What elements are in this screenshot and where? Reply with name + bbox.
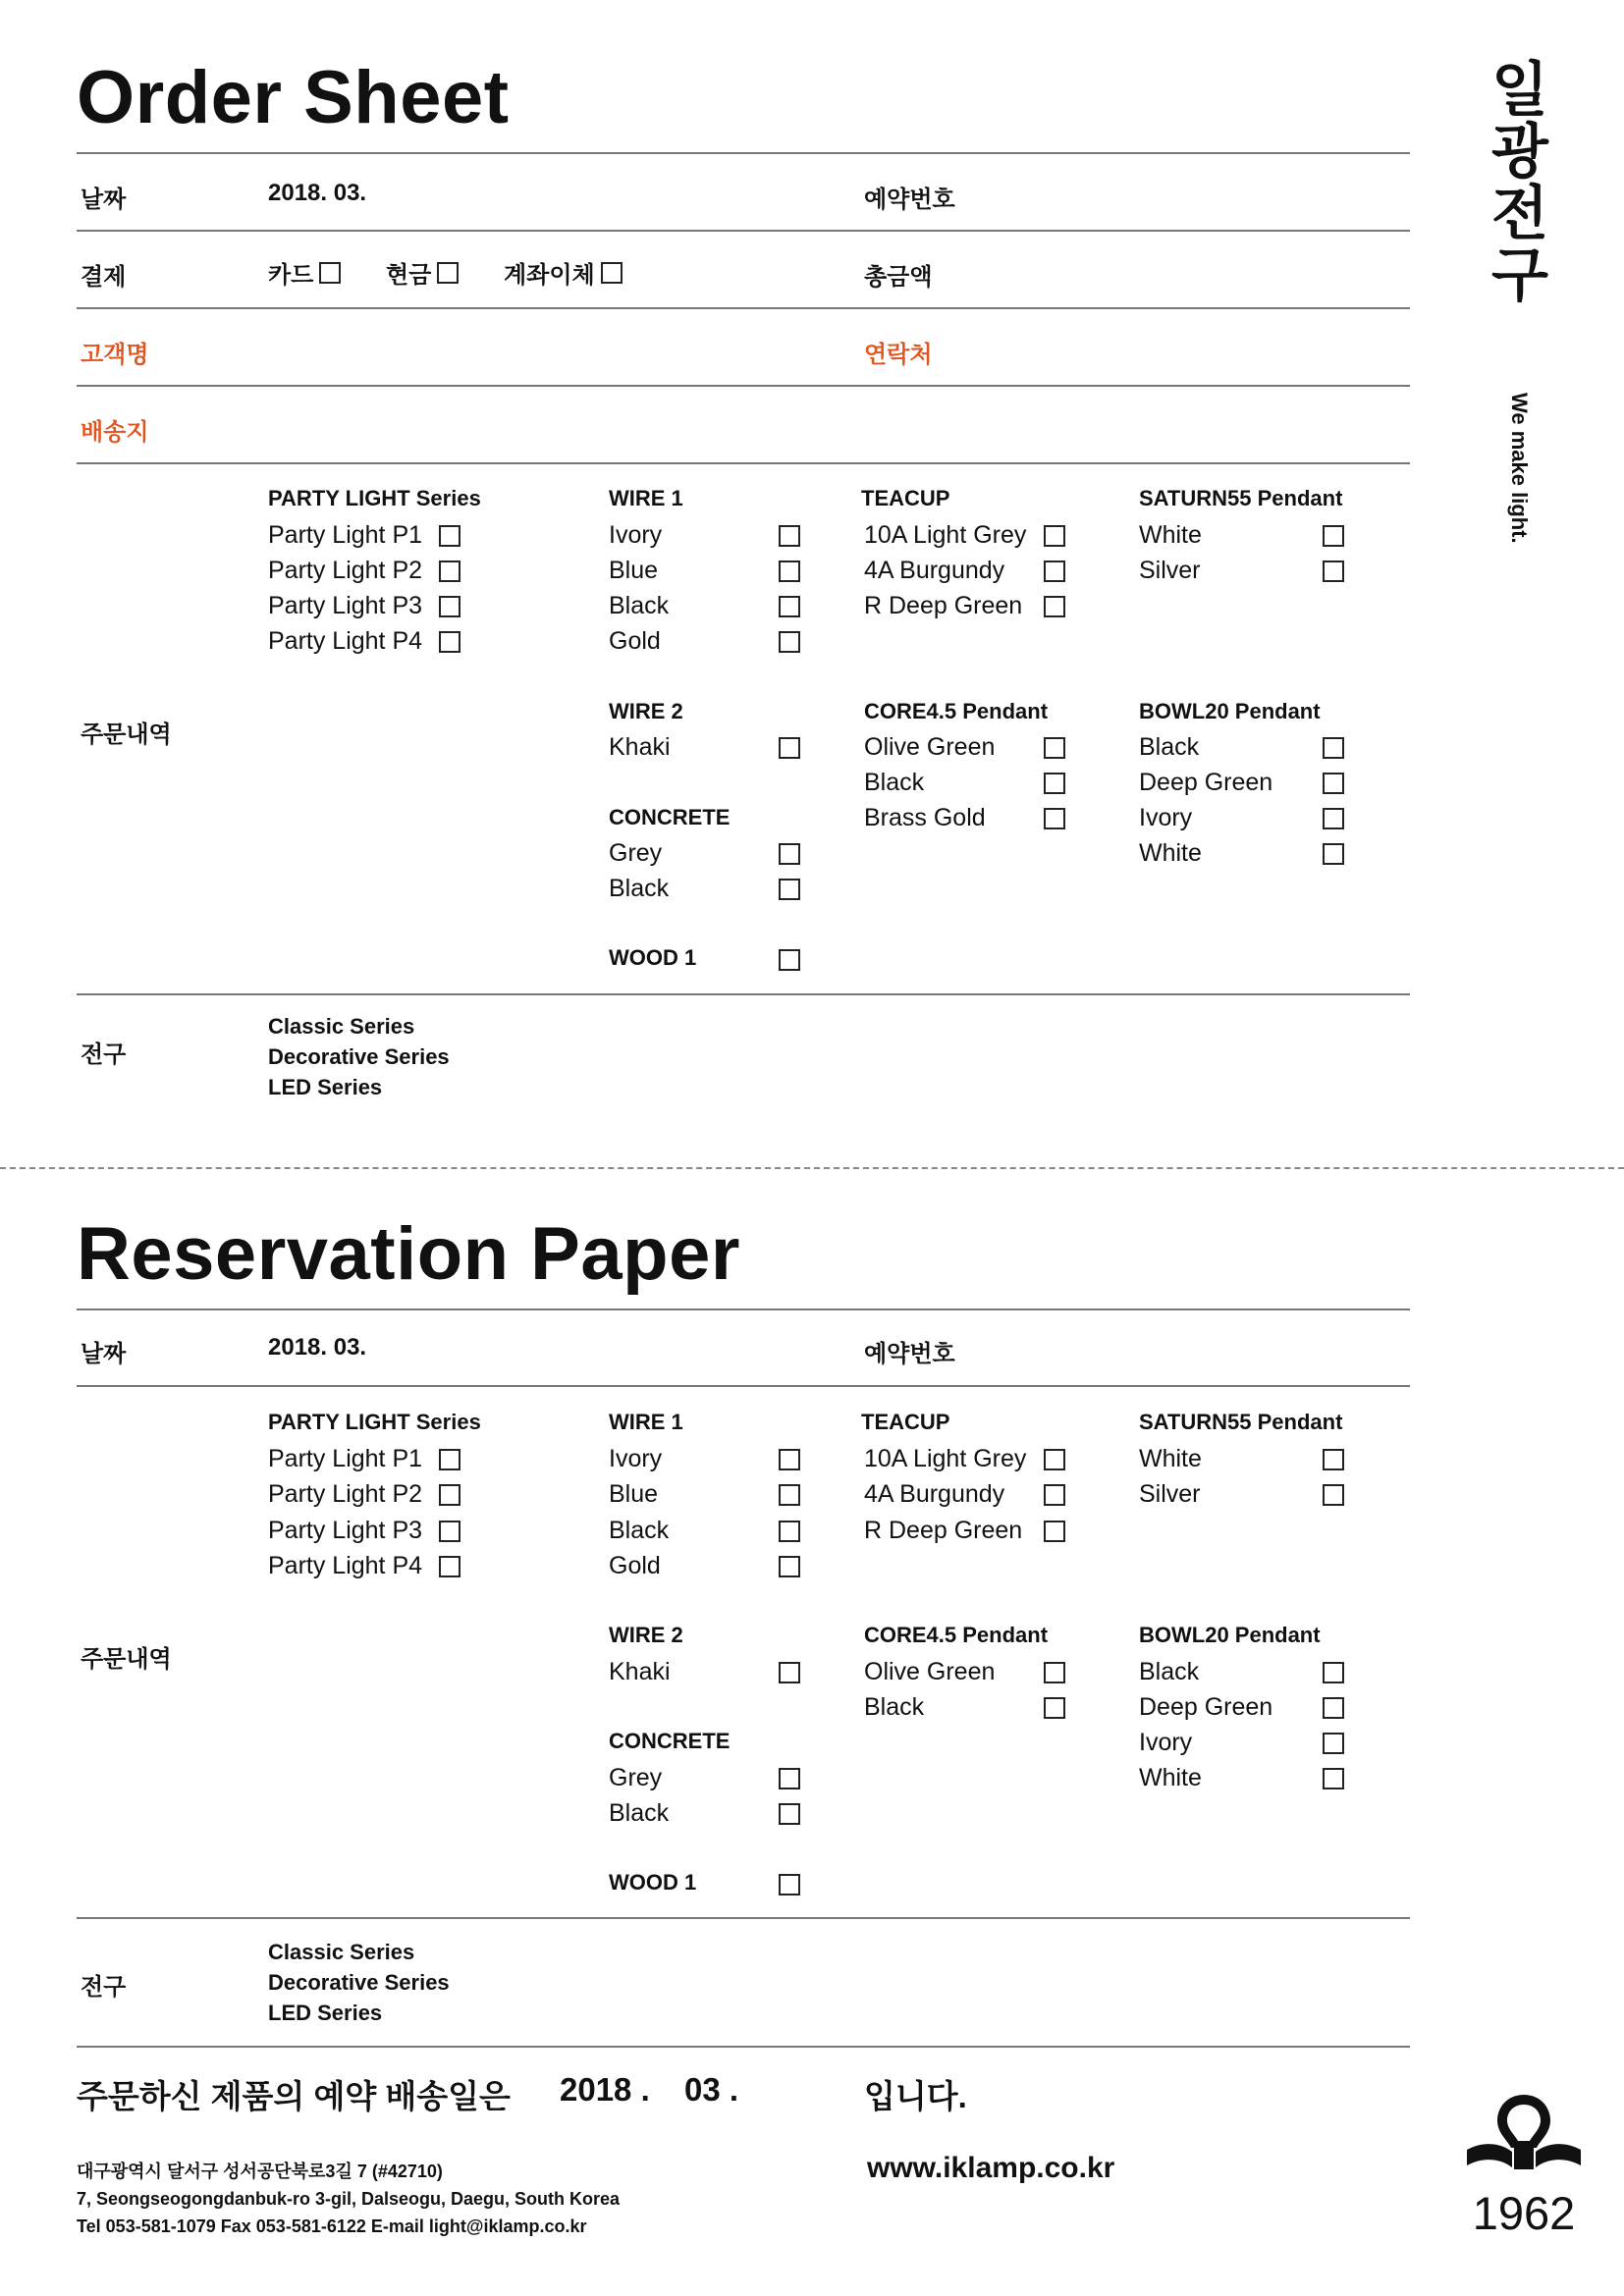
wire2-heading: WIRE 2 bbox=[609, 699, 683, 723]
product-wire1-gold: Gold bbox=[609, 627, 661, 655]
checkbox[interactable] bbox=[779, 1768, 800, 1789]
shipping-address-label: 배송지 bbox=[81, 419, 149, 446]
bulb-series-led: LED Series bbox=[268, 2001, 383, 2025]
product-bowl-white: White bbox=[1139, 839, 1202, 867]
product-concrete-grey: Grey bbox=[609, 1764, 663, 1791]
delivery-date-end: 입니다. bbox=[864, 2078, 967, 2114]
product-party-light-p3: Party Light P3 bbox=[268, 592, 423, 619]
checkbox[interactable] bbox=[779, 1449, 800, 1470]
checkbox[interactable] bbox=[1323, 843, 1344, 865]
date-label: 날짜 bbox=[81, 187, 127, 213]
delivery-year[interactable]: 2018 . bbox=[560, 2071, 650, 2108]
wire1-heading: WIRE 1 bbox=[609, 486, 683, 510]
bulb-series-classic: Classic Series bbox=[268, 1014, 415, 1039]
product-saturn-silver: Silver bbox=[1139, 557, 1201, 584]
checkbox[interactable] bbox=[1044, 1484, 1065, 1506]
checkbox[interactable] bbox=[779, 879, 800, 900]
bulb-logo-icon bbox=[1463, 2089, 1585, 2179]
product-wire1-blue: Blue bbox=[609, 1480, 659, 1508]
divider bbox=[77, 152, 1410, 154]
product-teacup-10a-light-grey: 10A Light Grey bbox=[864, 521, 1027, 549]
order-items-label: 주문내역 bbox=[81, 1646, 172, 1673]
cut-line bbox=[0, 1167, 1624, 1169]
product-wire1-black: Black bbox=[609, 592, 670, 619]
product-concrete-grey: Grey bbox=[609, 839, 663, 867]
checkbox[interactable] bbox=[779, 949, 800, 971]
checkbox[interactable] bbox=[779, 596, 800, 617]
product-core-black: Black bbox=[864, 1693, 925, 1721]
wood1-heading: WOOD 1 bbox=[609, 945, 697, 970]
payment-option-label: 카드 bbox=[268, 262, 314, 289]
party-light-series-heading: PARTY LIGHT Series bbox=[268, 1410, 481, 1434]
product-wire2-khaki: Khaki bbox=[609, 1658, 671, 1685]
wood1-heading: WOOD 1 bbox=[609, 1870, 697, 1895]
checkbox[interactable] bbox=[439, 1556, 460, 1577]
order-sheet-title: Order Sheet bbox=[77, 56, 510, 139]
checkbox[interactable] bbox=[779, 1484, 800, 1506]
checkbox[interactable] bbox=[439, 1521, 460, 1542]
payment-option-label: 현금 bbox=[386, 262, 432, 289]
checkbox[interactable] bbox=[1044, 561, 1065, 582]
address-korean: 대구광역시 달서구 성서공단북로3길 7 (#42710) bbox=[77, 2162, 443, 2181]
checkbox[interactable] bbox=[779, 1662, 800, 1683]
address-english: 7, Seongseogongdanbuk-ro 3-gil, Dalseogu, Daegu, South Korea bbox=[77, 2189, 621, 2209]
bulb-series-decorative: Decorative Series bbox=[268, 1970, 450, 1995]
checkbox[interactable] bbox=[1044, 773, 1065, 794]
checkbox[interactable] bbox=[1323, 1449, 1344, 1470]
bulb-series-decorative: Decorative Series bbox=[268, 1044, 450, 1069]
website-link[interactable]: www.iklamp.co.kr bbox=[867, 2152, 1115, 2184]
checkbox[interactable] bbox=[439, 1484, 460, 1506]
core-pendant-heading: CORE4.5 Pendant bbox=[864, 699, 1049, 723]
checkbox[interactable] bbox=[1044, 1662, 1065, 1683]
checkbox[interactable] bbox=[1323, 525, 1344, 547]
checkbox[interactable] bbox=[779, 525, 800, 547]
product-teacup-4a-burgundy: 4A Burgundy bbox=[864, 1480, 1005, 1508]
checkbox[interactable] bbox=[439, 596, 460, 617]
checkbox[interactable] bbox=[1044, 808, 1065, 829]
checkbox[interactable] bbox=[779, 1556, 800, 1577]
checkbox[interactable] bbox=[1323, 1697, 1344, 1719]
checkbox[interactable] bbox=[1323, 1768, 1344, 1789]
product-bowl-ivory: Ivory bbox=[1139, 804, 1193, 831]
core-pendant-heading: CORE4.5 Pendant bbox=[864, 1623, 1049, 1647]
divider bbox=[77, 230, 1410, 232]
checkbox[interactable] bbox=[439, 561, 460, 582]
divider bbox=[77, 462, 1410, 464]
product-bowl-black: Black bbox=[1139, 733, 1200, 761]
product-party-light-p2: Party Light P2 bbox=[268, 557, 423, 584]
bulb-series-led: LED Series bbox=[268, 1075, 383, 1099]
product-wire1-ivory: Ivory bbox=[609, 521, 663, 549]
company-address bbox=[77, 2158, 620, 2240]
product-party-light-p1: Party Light P1 bbox=[268, 521, 423, 549]
checkbox[interactable] bbox=[439, 631, 460, 653]
checkbox[interactable] bbox=[779, 843, 800, 865]
checkbox[interactable] bbox=[1044, 737, 1065, 759]
product-bowl-deep-green: Deep Green bbox=[1139, 1693, 1273, 1721]
divider bbox=[77, 307, 1410, 309]
product-teacup-r-deep-green: R Deep Green bbox=[864, 1517, 1023, 1544]
customer-name-label: 고객명 bbox=[81, 342, 149, 368]
divider bbox=[77, 2046, 1410, 2048]
reservation-number-label: 예약번호 bbox=[864, 1341, 955, 1367]
product-party-light-p1: Party Light P1 bbox=[268, 1445, 423, 1472]
product-saturn-white: White bbox=[1139, 521, 1202, 549]
product-party-light-p2: Party Light P2 bbox=[268, 1480, 423, 1508]
product-bowl-white: White bbox=[1139, 1764, 1202, 1791]
payment-option-cash[interactable] bbox=[386, 255, 459, 290]
product-teacup-10a-light-grey: 10A Light Grey bbox=[864, 1445, 1027, 1472]
bowl-pendant-heading: BOWL20 Pendant bbox=[1139, 1623, 1321, 1647]
product-wire2-khaki: Khaki bbox=[609, 733, 671, 761]
product-concrete-black: Black bbox=[609, 1799, 670, 1827]
product-bowl-black: Black bbox=[1139, 1658, 1200, 1685]
checkbox[interactable] bbox=[1323, 737, 1344, 759]
concrete-heading: CONCRETE bbox=[609, 1729, 731, 1753]
divider bbox=[77, 1917, 1410, 1919]
product-core-black: Black bbox=[864, 769, 925, 796]
date-value[interactable]: 2018. 03. bbox=[268, 1334, 367, 1361]
teacup-heading: TEACUP bbox=[861, 1410, 950, 1434]
product-wire1-ivory: Ivory bbox=[609, 1445, 663, 1472]
bulb-label: 전구 bbox=[81, 1041, 127, 1068]
checkbox[interactable] bbox=[319, 262, 341, 284]
checkbox[interactable] bbox=[1044, 525, 1065, 547]
payment-label: 결제 bbox=[81, 264, 127, 291]
product-party-light-p4: Party Light P4 bbox=[268, 627, 423, 655]
brand-slogan: We make light. bbox=[1507, 393, 1532, 544]
bowl-pendant-heading: BOWL20 Pendant bbox=[1139, 699, 1321, 723]
divider bbox=[77, 385, 1410, 387]
checkbox[interactable] bbox=[779, 737, 800, 759]
bulb-series-classic: Classic Series bbox=[268, 1940, 415, 1964]
checkbox[interactable] bbox=[779, 631, 800, 653]
checkbox[interactable] bbox=[437, 262, 459, 284]
saturn-pendant-heading: SATURN55 Pendant bbox=[1139, 1410, 1343, 1434]
product-wire1-black: Black bbox=[609, 1517, 670, 1544]
checkbox[interactable] bbox=[779, 1521, 800, 1542]
checkbox[interactable] bbox=[1044, 1697, 1065, 1719]
product-bowl-deep-green: Deep Green bbox=[1139, 769, 1273, 796]
wire2-heading: WIRE 2 bbox=[609, 1623, 683, 1647]
reservation-number-label: 예약번호 bbox=[864, 187, 955, 213]
checkbox[interactable] bbox=[1044, 596, 1065, 617]
order-items-label: 주문내역 bbox=[81, 721, 172, 748]
checkbox[interactable] bbox=[779, 1803, 800, 1825]
product-party-light-p3: Party Light P3 bbox=[268, 1517, 423, 1544]
checkbox[interactable] bbox=[1323, 1733, 1344, 1754]
payment-option-card[interactable] bbox=[268, 255, 341, 290]
saturn-pendant-heading: SATURN55 Pendant bbox=[1139, 486, 1343, 510]
date-value[interactable]: 2018. 03. bbox=[268, 180, 367, 206]
date-label: 날짜 bbox=[81, 1341, 127, 1367]
product-bowl-ivory: Ivory bbox=[1139, 1729, 1193, 1756]
concrete-heading: CONCRETE bbox=[609, 805, 731, 829]
contact-info: Tel 053-581-1079 Fax 053-581-6122 E-mail light@iklamp.co.kr bbox=[77, 2216, 587, 2236]
divider bbox=[77, 993, 1410, 995]
checkbox[interactable] bbox=[1323, 773, 1344, 794]
product-saturn-white: White bbox=[1139, 1445, 1202, 1472]
payment-option-label: 계좌이체 bbox=[504, 262, 595, 289]
reservation-paper-title: Reservation Paper bbox=[77, 1212, 740, 1296]
delivery-date-text: 주문하신 제품의 예약 배송일은 bbox=[77, 2078, 511, 2114]
product-wire1-gold: Gold bbox=[609, 1552, 661, 1579]
bulb-series-list bbox=[268, 1937, 450, 2028]
product-party-light-p4: Party Light P4 bbox=[268, 1552, 423, 1579]
bulb-label: 전구 bbox=[81, 1974, 127, 2001]
teacup-heading: TEACUP bbox=[861, 486, 950, 510]
product-core-brass-gold: Brass Gold bbox=[864, 804, 986, 831]
divider bbox=[77, 1308, 1410, 1310]
product-teacup-r-deep-green: R Deep Green bbox=[864, 592, 1023, 619]
party-light-series-heading: PARTY LIGHT Series bbox=[268, 486, 481, 510]
checkbox[interactable] bbox=[601, 262, 623, 284]
brand-name-korean: 일광전구 bbox=[1491, 57, 1548, 308]
checkbox[interactable] bbox=[439, 525, 460, 547]
bulb-series-list bbox=[268, 1011, 450, 1102]
checkbox[interactable] bbox=[1323, 808, 1344, 829]
checkbox[interactable] bbox=[439, 1449, 460, 1470]
divider bbox=[77, 1385, 1410, 1387]
delivery-month[interactable]: 03 . bbox=[684, 2071, 739, 2108]
product-wire1-blue: Blue bbox=[609, 557, 659, 584]
wire1-heading: WIRE 1 bbox=[609, 1410, 683, 1434]
product-saturn-silver: Silver bbox=[1139, 1480, 1201, 1508]
total-amount-label: 총금액 bbox=[864, 264, 933, 291]
checkbox[interactable] bbox=[1044, 1521, 1065, 1542]
product-core-olive-green: Olive Green bbox=[864, 733, 996, 761]
checkbox[interactable] bbox=[779, 1874, 800, 1896]
checkbox[interactable] bbox=[1044, 1449, 1065, 1470]
product-teacup-4a-burgundy: 4A Burgundy bbox=[864, 557, 1005, 584]
checkbox[interactable] bbox=[1323, 1484, 1344, 1506]
checkbox[interactable] bbox=[1323, 561, 1344, 582]
checkbox[interactable] bbox=[1323, 1662, 1344, 1683]
payment-option-transfer[interactable] bbox=[504, 255, 623, 290]
product-core-olive-green: Olive Green bbox=[864, 1658, 996, 1685]
contact-label: 연락처 bbox=[864, 342, 933, 368]
brand-year: 1962 bbox=[1472, 2187, 1576, 2239]
product-concrete-black: Black bbox=[609, 875, 670, 902]
checkbox[interactable] bbox=[779, 561, 800, 582]
